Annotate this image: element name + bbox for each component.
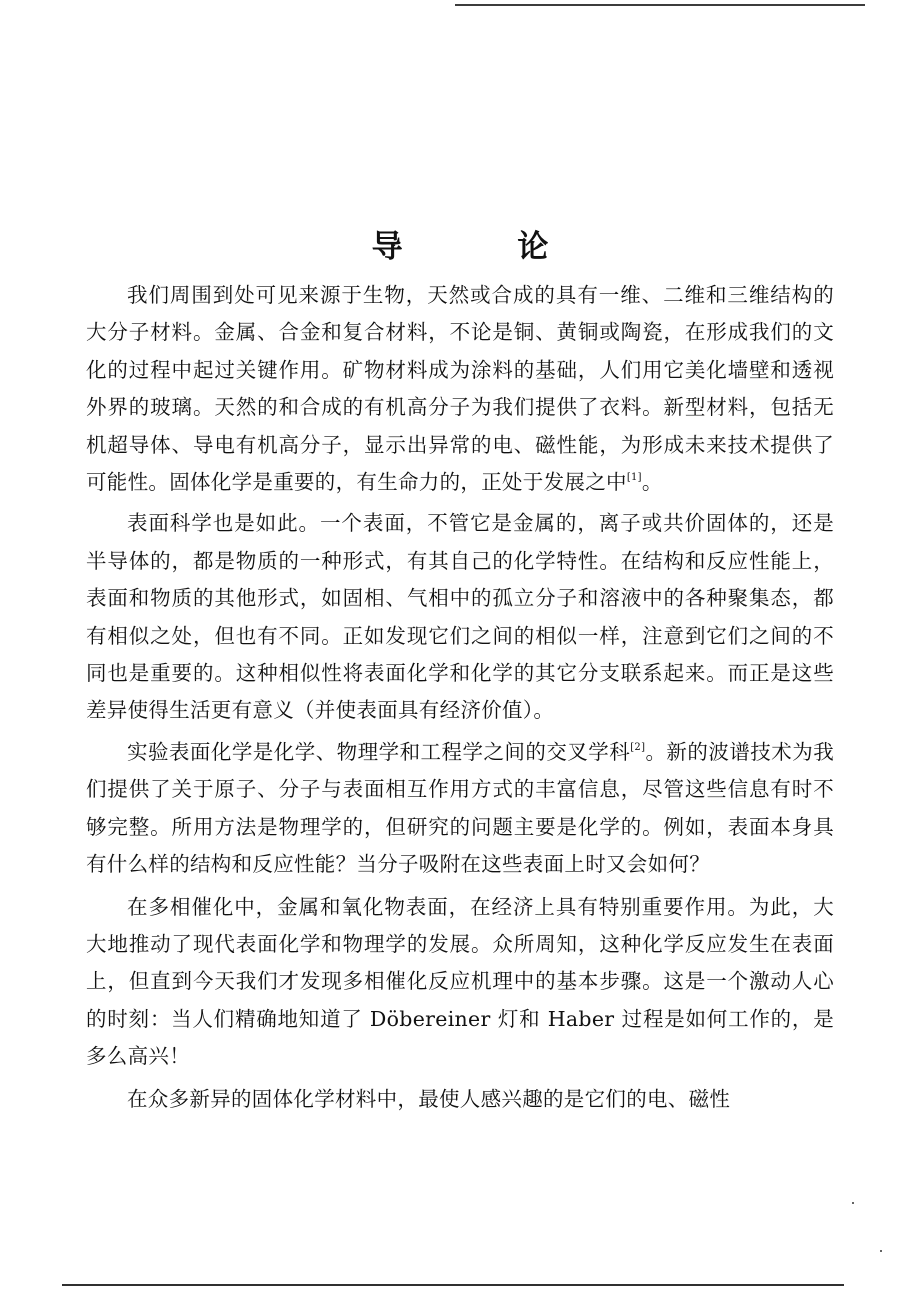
body-text (86, 277, 834, 1118)
paragraph-1 (86, 277, 834, 501)
page-title: 导 论 (371, 228, 601, 265)
paragraph-3-text: 实验表面化学是化学、物理学和工程学之间的交叉学科 (127, 739, 631, 764)
scan-speck (880, 1250, 882, 1252)
paragraph-1-end: 。 (641, 470, 663, 495)
paragraph-1-text: 我们周围到处可见来源于生物，天然或合成的具有一维、二维和三维结构的大分子材料。金属、合金和复合材料，不论是铜、黄铜或陶瓷，在形成我们的文化的过程中起过关键作用。矿物材料成为涂料的基础，人们用它美化墙壁和透视外界的玻璃。天然的和合成的有机高分子为我们提供了衣料。新型材料，包括无机超导体、导电有机高分子，显示出异常的电、磁性能，为形成未来技术提供了可能性。固体化学是重要的，有生命力的，正处于发展之中 (86, 283, 834, 495)
paragraph-4-text: 在多相催化中，金属和氧化物表面，在经济上具有特别重要作用。为此，大大地推动了现代表面化学和物理学的发展。众所周知，这种化学反应发生在表面上，但直到今天我们才发现多相催化反应机理中的基本步骤。这是一个激动人心的时刻：当人们精确地知道了 Döbereiner 灯和 Haber 过程是如何工作的，是多么高兴！ (86, 894, 834, 1069)
paragraph-2-text: 表面科学也是如此。一个表面，不管它是金属的，离子或共价固体的，还是半导体的，都是物质的一种形式，有其自己的化学特性。在结构和反应性能上，表面和物质的其他形式，如固相、气相中的孤立分子和溶液中的各种聚集态，都有相似之处，但也有不同。正如发现它们之间的相似一样，注意到它们之间的不同也是重要的。这种相似性将表面化学和化学的其它分支联系起来。而正是这些差异使得生活更有意义（并使表面具有经济价值）。 (86, 511, 834, 723)
citation-2: [2] (630, 741, 646, 753)
top-scan-line (455, 4, 865, 6)
paragraph-4 (86, 889, 834, 1076)
paragraph-2 (86, 505, 834, 729)
paragraph-3 (86, 734, 834, 884)
citation-1: [1] (626, 472, 642, 484)
paragraph-5 (86, 1081, 834, 1118)
bottom-scan-line (62, 1284, 844, 1286)
paragraph-3-rest: 。新的波谱技术为我们提供了关于原子、分子与表面相互作用方式的丰富信息，尽管这些信息有时不够完整。所用方法是物理学的，但研究的问题主要是化学的。例如，表面本身具有什么样的结构和反应性能？当分子吸附在这些表面上时又会如何？ (86, 739, 835, 877)
scan-speck (852, 1202, 854, 1204)
paragraph-5-text: 在众多新异的固体化学材料中，最使人感兴趣的是它们的电、磁性 (127, 1086, 731, 1111)
